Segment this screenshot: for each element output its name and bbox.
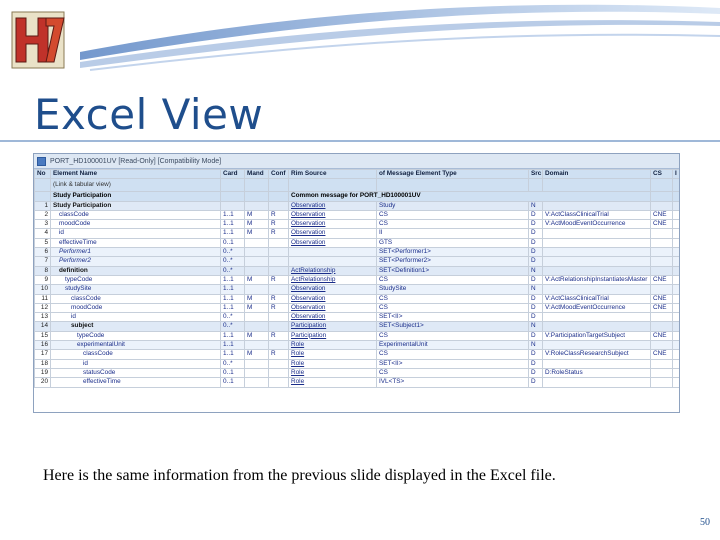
cell-no[interactable]: 3 (35, 220, 51, 229)
cell-no[interactable]: 20 (35, 378, 51, 387)
cell-mand[interactable] (245, 313, 269, 322)
cell-card[interactable]: 1..1 (221, 229, 245, 238)
cell-no[interactable]: 8 (35, 266, 51, 275)
table-row[interactable] (35, 275, 680, 284)
column-subheader-cell (35, 179, 51, 192)
cell-no[interactable]: 11 (35, 294, 51, 303)
cell-card[interactable]: 1..1 (221, 220, 245, 229)
column-subheader-cell (651, 179, 673, 192)
cell-no[interactable]: 14 (35, 322, 51, 331)
cell-src[interactable]: D (529, 220, 543, 229)
table-row[interactable] (35, 238, 680, 247)
cell-no[interactable]: 2 (35, 210, 51, 219)
cell-cs[interactable] (651, 322, 673, 331)
cell-cs[interactable]: CNE (651, 275, 673, 284)
cell-domain[interactable] (543, 238, 651, 247)
slide-title: Excel View (34, 90, 264, 139)
cell-cs[interactable] (651, 313, 673, 322)
cell-rim[interactable]: ActRelationship (289, 275, 377, 284)
table-row[interactable] (35, 341, 680, 350)
cell-src[interactable]: N (529, 266, 543, 275)
cell-conf[interactable] (269, 266, 289, 275)
column-subheader-cell (673, 179, 680, 192)
cell-conf[interactable]: R (269, 275, 289, 284)
cell-no[interactable]: 12 (35, 303, 51, 312)
cell-rim[interactable]: Observation (289, 210, 377, 219)
cell-card[interactable] (221, 201, 245, 210)
cell-mand[interactable] (245, 257, 269, 266)
cell-src[interactable]: D (529, 210, 543, 219)
cell-card[interactable]: 0..1 (221, 378, 245, 387)
column-subheader-cell (245, 179, 269, 192)
cell-cs[interactable] (651, 359, 673, 368)
cell-no[interactable]: 7 (35, 257, 51, 266)
cell-type[interactable]: SET<II> (377, 313, 529, 322)
cell-type[interactable]: SET<Definition1> (377, 266, 529, 275)
cell-conf[interactable]: R (269, 350, 289, 359)
table-row[interactable] (35, 266, 680, 275)
cell-cs[interactable]: CNE (651, 294, 673, 303)
cell-cs[interactable] (651, 266, 673, 275)
cell-card[interactable]: 1..1 (221, 350, 245, 359)
cell-no[interactable]: 6 (35, 248, 51, 257)
cell-mand[interactable]: M (245, 210, 269, 219)
cell-name[interactable]: classCode (51, 210, 221, 219)
cell-cs[interactable]: CNE (651, 303, 673, 312)
cell-mand[interactable] (245, 248, 269, 257)
cell-domain[interactable]: V:ActMoodEventOccurrence (543, 303, 651, 312)
cell-extra[interactable] (673, 331, 680, 340)
cell-name[interactable]: classCode (51, 294, 221, 303)
header-swoosh (0, 0, 720, 80)
table-row[interactable] (35, 294, 680, 303)
table-row[interactable] (35, 303, 680, 312)
cell-extra[interactable] (673, 313, 680, 322)
cell-src[interactable]: D (529, 368, 543, 377)
cell-name[interactable]: id (51, 313, 221, 322)
cell-src[interactable]: D (529, 257, 543, 266)
column-header[interactable]: of Message Element Type (377, 170, 529, 179)
cell-mand[interactable] (245, 359, 269, 368)
cell-type[interactable]: CS (377, 294, 529, 303)
cell-rim[interactable]: Role (289, 350, 377, 359)
cell-domain[interactable]: V:RoleClassResearchSubject (543, 350, 651, 359)
cell-name[interactable]: subject (51, 322, 221, 331)
cell-conf[interactable] (269, 285, 289, 294)
cell-mand[interactable]: M (245, 229, 269, 238)
cell-name[interactable]: experimentalUnit (51, 341, 221, 350)
cell-mand[interactable] (245, 378, 269, 387)
cell-domain[interactable]: V:ActRelationshipInstantiatesMaster (543, 275, 651, 284)
column-header[interactable]: Conf (269, 170, 289, 179)
cell-type[interactable]: Study (377, 201, 529, 210)
cell-rim[interactable]: Observation (289, 294, 377, 303)
message-row[interactable] (35, 192, 680, 201)
cell-rim[interactable]: Role (289, 378, 377, 387)
cell-rim[interactable]: Observation (289, 201, 377, 210)
cell-card[interactable]: 1..1 (221, 210, 245, 219)
cell-no[interactable]: 10 (35, 285, 51, 294)
cell-extra[interactable] (673, 257, 680, 266)
cell-name[interactable]: studySite (51, 285, 221, 294)
cell-cs[interactable] (651, 285, 673, 294)
cell-name[interactable]: effectiveTime (51, 238, 221, 247)
cell-extra[interactable] (673, 238, 680, 247)
table-row[interactable] (35, 378, 680, 387)
cell-extra[interactable] (673, 341, 680, 350)
cell-conf[interactable]: R (269, 229, 289, 238)
cell-cs[interactable] (651, 257, 673, 266)
cell-conf[interactable]: R (269, 331, 289, 340)
cell-name[interactable]: statusCode (51, 368, 221, 377)
cell-conf[interactable] (269, 322, 289, 331)
cell-name[interactable]: Study Participation (51, 201, 221, 210)
excel-window-icon (37, 157, 46, 166)
cell-no[interactable]: 1 (35, 201, 51, 210)
cell-rim[interactable]: Observation (289, 238, 377, 247)
cell-conf[interactable] (269, 359, 289, 368)
cell-src[interactable]: D (529, 248, 543, 257)
cell-src[interactable]: D (529, 275, 543, 284)
column-header-row (35, 170, 680, 179)
cell-no[interactable]: 19 (35, 368, 51, 377)
cell-conf[interactable] (269, 313, 289, 322)
cell-conf[interactable] (269, 201, 289, 210)
column-header[interactable]: CS (651, 170, 673, 179)
cell-conf[interactable]: R (269, 303, 289, 312)
cell-mand[interactable]: M (245, 220, 269, 229)
cell-domain[interactable] (543, 359, 651, 368)
cell-src[interactable]: N (529, 285, 543, 294)
cell-conf[interactable] (269, 248, 289, 257)
cell-extra[interactable] (673, 285, 680, 294)
cell-type[interactable]: CS (377, 368, 529, 377)
cell-cs[interactable]: CNE (651, 210, 673, 219)
slide-header (0, 0, 720, 80)
cell-rim[interactable]: Observation (289, 313, 377, 322)
cell-rim[interactable]: ActRelationship (289, 266, 377, 275)
cell-card[interactable]: 0..* (221, 266, 245, 275)
column-subheader-cell (529, 179, 543, 192)
cell-type[interactable]: SET<Performer1> (377, 248, 529, 257)
cell-type[interactable]: CS (377, 210, 529, 219)
cell-extra[interactable] (673, 350, 680, 359)
cell-type[interactable]: CS (377, 275, 529, 284)
cell-rim[interactable]: Observation (289, 220, 377, 229)
cell-no[interactable]: 13 (35, 313, 51, 322)
cell-type[interactable]: SET<Subject1> (377, 322, 529, 331)
cell-type[interactable]: GTS (377, 238, 529, 247)
cell-type[interactable]: CS (377, 220, 529, 229)
cell-no[interactable]: 4 (35, 229, 51, 238)
cell-domain[interactable]: V:ActMoodEventOccurrence (543, 220, 651, 229)
column-subheader-cell (377, 179, 529, 192)
cell-cs[interactable]: CNE (651, 220, 673, 229)
cell-name[interactable]: classCode (51, 350, 221, 359)
cell-domain[interactable] (543, 266, 651, 275)
cell-domain[interactable] (543, 257, 651, 266)
cell-domain[interactable]: D:RoleStatus (543, 368, 651, 377)
cell-domain[interactable] (543, 341, 651, 350)
message-row-name: Study Participation (51, 192, 221, 201)
table-row[interactable] (35, 248, 680, 257)
cell-name[interactable]: definition (51, 266, 221, 275)
cell-card[interactable]: 0..* (221, 248, 245, 257)
cell-conf[interactable]: R (269, 294, 289, 303)
cell-rim[interactable]: Role (289, 368, 377, 377)
cell-extra[interactable] (673, 220, 680, 229)
cell-conf[interactable]: R (269, 220, 289, 229)
message-row-no (35, 192, 51, 201)
cell-rim[interactable]: Participation (289, 331, 377, 340)
cell-extra[interactable] (673, 275, 680, 284)
table-row[interactable] (35, 210, 680, 219)
cell-name[interactable]: moodCode (51, 303, 221, 312)
cell-mand[interactable] (245, 368, 269, 377)
cell-type[interactable]: IVL<TS> (377, 378, 529, 387)
cell-domain[interactable] (543, 285, 651, 294)
cell-src[interactable]: D (529, 359, 543, 368)
cell-domain[interactable] (543, 248, 651, 257)
cell-name[interactable]: effectiveTime (51, 378, 221, 387)
table-row[interactable] (35, 220, 680, 229)
cell-extra[interactable] (673, 248, 680, 257)
cell-cs[interactable]: CNE (651, 350, 673, 359)
cell-rim[interactable]: Role (289, 359, 377, 368)
cell-domain[interactable] (543, 378, 651, 387)
cell-src[interactable]: D (529, 294, 543, 303)
cell-extra[interactable] (673, 201, 680, 210)
cell-src[interactable]: D (529, 303, 543, 312)
cell-name[interactable]: moodCode (51, 220, 221, 229)
spreadsheet-grid[interactable] (34, 169, 680, 388)
cell-name[interactable]: Performer1 (51, 248, 221, 257)
column-header[interactable]: Element Name (51, 170, 221, 179)
cell-src[interactable]: D (529, 350, 543, 359)
cell-card[interactable]: 0..1 (221, 238, 245, 247)
cell-extra[interactable] (673, 266, 680, 275)
cell-mand[interactable] (245, 238, 269, 247)
cell-src[interactable]: D (529, 229, 543, 238)
cell-mand[interactable] (245, 266, 269, 275)
cell-domain[interactable] (543, 322, 651, 331)
column-subheader-row (35, 179, 680, 192)
cell-type[interactable]: SET<II> (377, 359, 529, 368)
cell-mand[interactable]: M (245, 294, 269, 303)
cell-extra[interactable] (673, 378, 680, 387)
cell-cs[interactable] (651, 248, 673, 257)
table-row[interactable] (35, 331, 680, 340)
cell-src[interactable]: N (529, 341, 543, 350)
cell-no[interactable]: 18 (35, 359, 51, 368)
page-number: 50 (700, 517, 710, 528)
cell-rim[interactable] (289, 248, 377, 257)
cell-card[interactable]: 0..* (221, 313, 245, 322)
cell-rim[interactable]: Role (289, 341, 377, 350)
cell-rim[interactable]: Observation (289, 229, 377, 238)
slide-caption: Here is the same information from the previous slide displayed in the Excel file. (43, 467, 556, 484)
cell-name[interactable]: Performer2 (51, 257, 221, 266)
table-row[interactable] (35, 229, 680, 238)
cell-extra[interactable] (673, 229, 680, 238)
cell-domain[interactable] (543, 229, 651, 238)
table-row[interactable] (35, 368, 680, 377)
cell-cs[interactable]: CNE (651, 331, 673, 340)
cell-no[interactable]: 15 (35, 331, 51, 340)
cell-extra[interactable] (673, 359, 680, 368)
cell-card[interactable]: 1..1 (221, 275, 245, 284)
cell-type[interactable]: ExperimentalUnit (377, 341, 529, 350)
cell-src[interactable]: D (529, 378, 543, 387)
column-subheader-cell (221, 179, 245, 192)
table-row[interactable] (35, 257, 680, 266)
cell-src[interactable]: D (529, 313, 543, 322)
cell-card[interactable]: 0..* (221, 322, 245, 331)
cell-extra[interactable] (673, 294, 680, 303)
cell-src[interactable]: D (529, 238, 543, 247)
cell-extra[interactable] (673, 368, 680, 377)
cell-name[interactable]: id (51, 229, 221, 238)
cell-no[interactable]: 16 (35, 341, 51, 350)
cell-type[interactable]: CS (377, 303, 529, 312)
cell-cs[interactable] (651, 368, 673, 377)
excel-window[interactable] (33, 153, 680, 413)
cell-card[interactable]: 1..1 (221, 331, 245, 340)
cell-domain[interactable] (543, 201, 651, 210)
cell-card[interactable]: 1..1 (221, 303, 245, 312)
cell-name[interactable]: typeCode (51, 331, 221, 340)
excel-window-title: PORT_HD100001UV [Read-Only] [Compatibility Mode] (50, 157, 222, 165)
cell-mand[interactable] (245, 201, 269, 210)
cell-conf[interactable]: R (269, 210, 289, 219)
cell-card[interactable]: 0..1 (221, 368, 245, 377)
cell-domain[interactable]: V:ParticipationTargetSubject (543, 331, 651, 340)
cell-type[interactable]: II (377, 229, 529, 238)
cell-mand[interactable] (245, 285, 269, 294)
message-row-description: Common message for PORT_HD100001UV (289, 192, 651, 201)
cell-src[interactable]: D (529, 331, 543, 340)
column-header[interactable]: Mand (245, 170, 269, 179)
cell-cs[interactable] (651, 201, 673, 210)
table-row[interactable] (35, 359, 680, 368)
column-subheader-cell (289, 179, 377, 192)
cell-card[interactable]: 0..* (221, 359, 245, 368)
cell-domain[interactable]: V:ActClassClinicalTrial (543, 294, 651, 303)
cell-cs[interactable] (651, 341, 673, 350)
cell-type[interactable]: CS (377, 350, 529, 359)
cell-name[interactable]: typeCode (51, 275, 221, 284)
cell-extra[interactable] (673, 322, 680, 331)
cell-card[interactable]: 1..1 (221, 294, 245, 303)
cell-card[interactable]: 1..1 (221, 341, 245, 350)
table-row[interactable] (35, 313, 680, 322)
cell-type[interactable]: StudySite (377, 285, 529, 294)
cell-mand[interactable]: M (245, 303, 269, 312)
column-subheader-cell (269, 179, 289, 192)
cell-name[interactable]: id (51, 359, 221, 368)
cell-mand[interactable] (245, 341, 269, 350)
cell-mand[interactable] (245, 322, 269, 331)
cell-type[interactable]: CS (377, 331, 529, 340)
cell-src[interactable]: N (529, 201, 543, 210)
cell-rim[interactable]: Participation (289, 322, 377, 331)
cell-card[interactable]: 1..1 (221, 285, 245, 294)
cell-domain[interactable]: V:ActClassClinicalTrial (543, 210, 651, 219)
table-row[interactable] (35, 350, 680, 359)
column-header[interactable]: I (673, 170, 680, 179)
table-row[interactable] (35, 201, 680, 210)
cell-cs[interactable] (651, 229, 673, 238)
cell-cs[interactable] (651, 238, 673, 247)
cell-mand[interactable]: M (245, 275, 269, 284)
cell-mand[interactable]: M (245, 331, 269, 340)
excel-titlebar (34, 154, 679, 169)
cell-mand[interactable]: M (245, 350, 269, 359)
table-row[interactable] (35, 322, 680, 331)
cell-conf[interactable] (269, 341, 289, 350)
cell-card[interactable]: 0..* (221, 257, 245, 266)
cell-no[interactable]: 5 (35, 238, 51, 247)
column-header[interactable]: Src (529, 170, 543, 179)
cell-extra[interactable] (673, 303, 680, 312)
column-subheader-cell: (Link & tabular view) (51, 179, 221, 192)
cell-conf[interactable] (269, 238, 289, 247)
cell-domain[interactable] (543, 313, 651, 322)
cell-no[interactable]: 17 (35, 350, 51, 359)
cell-no[interactable]: 9 (35, 275, 51, 284)
cell-conf[interactable] (269, 368, 289, 377)
column-header[interactable]: Card (221, 170, 245, 179)
column-header[interactable]: Rim Source (289, 170, 377, 179)
table-row[interactable] (35, 285, 680, 294)
cell-rim[interactable] (289, 257, 377, 266)
cell-cs[interactable] (651, 378, 673, 387)
hl7-logo (10, 8, 70, 70)
cell-type[interactable]: SET<Performer2> (377, 257, 529, 266)
cell-extra[interactable] (673, 210, 680, 219)
column-header[interactable]: Domain (543, 170, 651, 179)
cell-rim[interactable]: Observation (289, 285, 377, 294)
column-subheader-cell (543, 179, 651, 192)
cell-conf[interactable] (269, 257, 289, 266)
cell-conf[interactable] (269, 378, 289, 387)
column-header[interactable]: No (35, 170, 51, 179)
cell-rim[interactable]: Observation (289, 303, 377, 312)
cell-src[interactable]: N (529, 322, 543, 331)
title-divider (0, 140, 720, 142)
